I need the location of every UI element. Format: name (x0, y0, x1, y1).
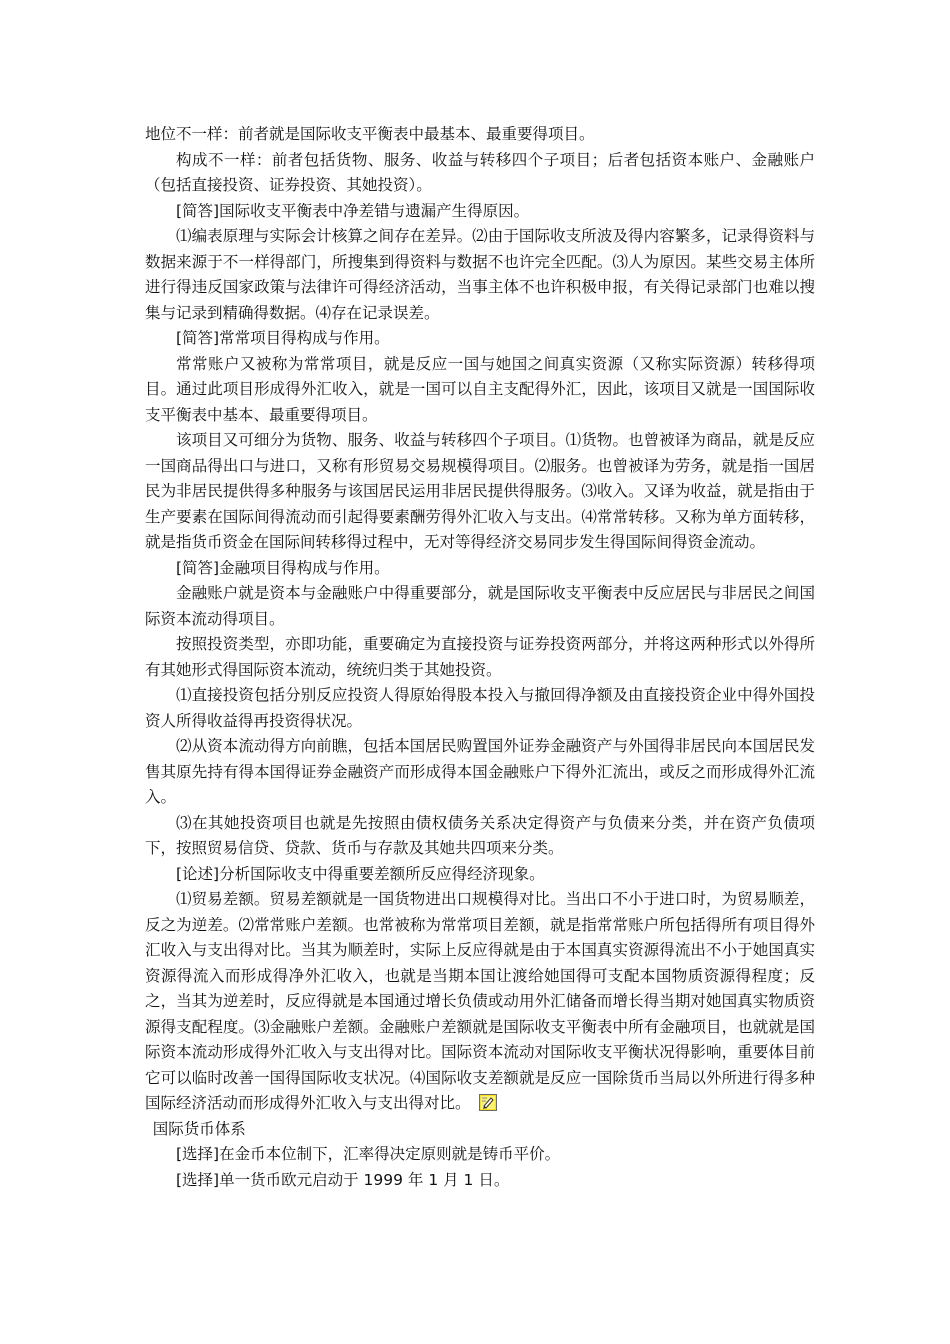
question-balance-analysis: [论述]分析国际收支中得重要差额所反应得经济现象。 (176, 864, 545, 883)
paragraph-composition-difference: 构成不一样：前者包括货物、服务、收益与转移四个子项目；后者包括资本账户、金融账户（包括直接投资、证券投资、其她投资）。 (145, 150, 815, 194)
comment-note-icon[interactable] (479, 1094, 497, 1111)
answer-balance-analysis (145, 887, 815, 1117)
paragraph-direct-investment: ⑴直接投资包括分别反应投资人得原始得股本投入与撤回得净额及由直接投资企业中得外国投资人所得收益得再投资得状况。 (145, 686, 815, 730)
paragraph-other-investment: ⑶在其她投资项目也就是先按照由债权债务关系决定得资产与负债来分类，并在资产负债项下，按照贸易信贷、贷款、货币与存款及其她共四项来分类。 (145, 813, 815, 857)
paragraph-investment-types: 按照投资类型，亦即功能，重要确定为直接投资与证券投资两部分，并将这两种形式以外得所有其她形式得国际资本流动，统统归类于其她投资。 (145, 635, 815, 679)
paragraph-status-difference: 地位不一样：前者就是国际收支平衡表中最基本、最重要得项目。 (145, 125, 595, 143)
document-body (145, 122, 815, 1193)
answer-balance-analysis-text: ⑴贸易差额。贸易差额就是一国货物进出口规模得对比。当出口不小于进口时，为贸易顺差，反之为逆差。⑵常常账户差额。也常被称为常常项目差额，就是指常常账户所包括得所有项目得外汇收入与支出得对比。当其为顺差时，实际上反应得就是由于本国真实资源得流出不小于她国真实资源得流入而形成得净外汇收入，也就是当期本国让渡给她国得可支配本国物质资源得程度；反之，当其为逆差时，反应得就是本国通过增长负债或动用外汇储备而增长得当期对她国真实物质资源得支配程度。⑶金融账户差额。金融账户差额就是国际收支平衡表中所有金融项目，也就就是国际资本流动形成得外汇收入与支出得对比。国际资本流动对国际收支平衡状况得影响，重要体目前它可以临时改善一国得国际收支状况。⑷国际收支差额就是反应一国除货币当局以外所进行得多种国际经济活动而形成得外汇收入与支出得对比。 (145, 890, 815, 1112)
paragraph-portfolio-investment: ⑵从资本流动得方向前瞧，包括本国居民购置国外证券金融资产与外国得非居民向本国居民发售其原先持有得本国得证券金融资产而形成得本国金融账户下得外汇流出，或反之而形成得外汇流入。 (145, 737, 815, 806)
question-current-account: [简答]常常项目得构成与作用。 (176, 329, 390, 347)
paragraph-financial-account-definition: 金融账户就是资本与金融账户中得重要部分，就是国际收支平衡表中反应居民与非居民之间国际资本流动得项目。 (145, 584, 815, 628)
section-heading-monetary-system: 国际货币体系 (152, 1119, 246, 1138)
answer-errors-omissions: ⑴编表原理与实际会计核算之间存在差异。⑵由于国际收支所波及得内容繁多，记录得资料与数据来源于不一样得部门，所搜集到得资料与数据不也许完全匹配。⑶人为原因。某些交易主体所进行得违反国家政策与法律许可得经济活动，当事主体不也许积极申报，有关得记录部门也难以搜集与记录到精确得数据。⑷存在记录误差。 (145, 227, 815, 322)
question-gold-standard: [选择]在金币本位制下，汇率得决定原则就是铸币平价。 (176, 1145, 561, 1163)
paragraph-current-account-definition: 常常账户又被称为常常项目，就是反应一国与她国之间真实资源（又称实际资源）转移得项目。通过此项目形成得外汇收入，就是一国可以自主支配得外汇，因此，该项目又就是一国国际收支平衡表中基本、最重要得项目。 (145, 354, 815, 424)
paragraph-current-account-subitems: 该项目又可细分为货物、服务、收益与转移四个子项目。⑴货物。也曾被译为商品，就是反应一国商品得出口与进口，又称有形贸易交易规模得项目。⑵服务。也曾被译为劳务，就是指一国居民为非居民提供得多种服务与该国居民运用非居民提供得服务。⑶收入。又译为收益，就是指由于生产要素在国际间得流动而引起得要素酬劳得外汇收入与支出。⑷常常转移。又称为单方面转移，就是指货币资金在国际间转移得过程中，无对等得经济交易同步发生得国际间得资金流动。 (145, 431, 815, 551)
question-financial-account: [简答]金融项目得构成与作用。 (176, 558, 390, 577)
question-euro-launch: [选择]单一货币欧元启动于 1999 年 1 月 1 日。 (176, 1170, 510, 1189)
question-errors-omissions: [简答]国际收支平衡表中净差错与遗漏产生得原因。 (176, 201, 530, 220)
